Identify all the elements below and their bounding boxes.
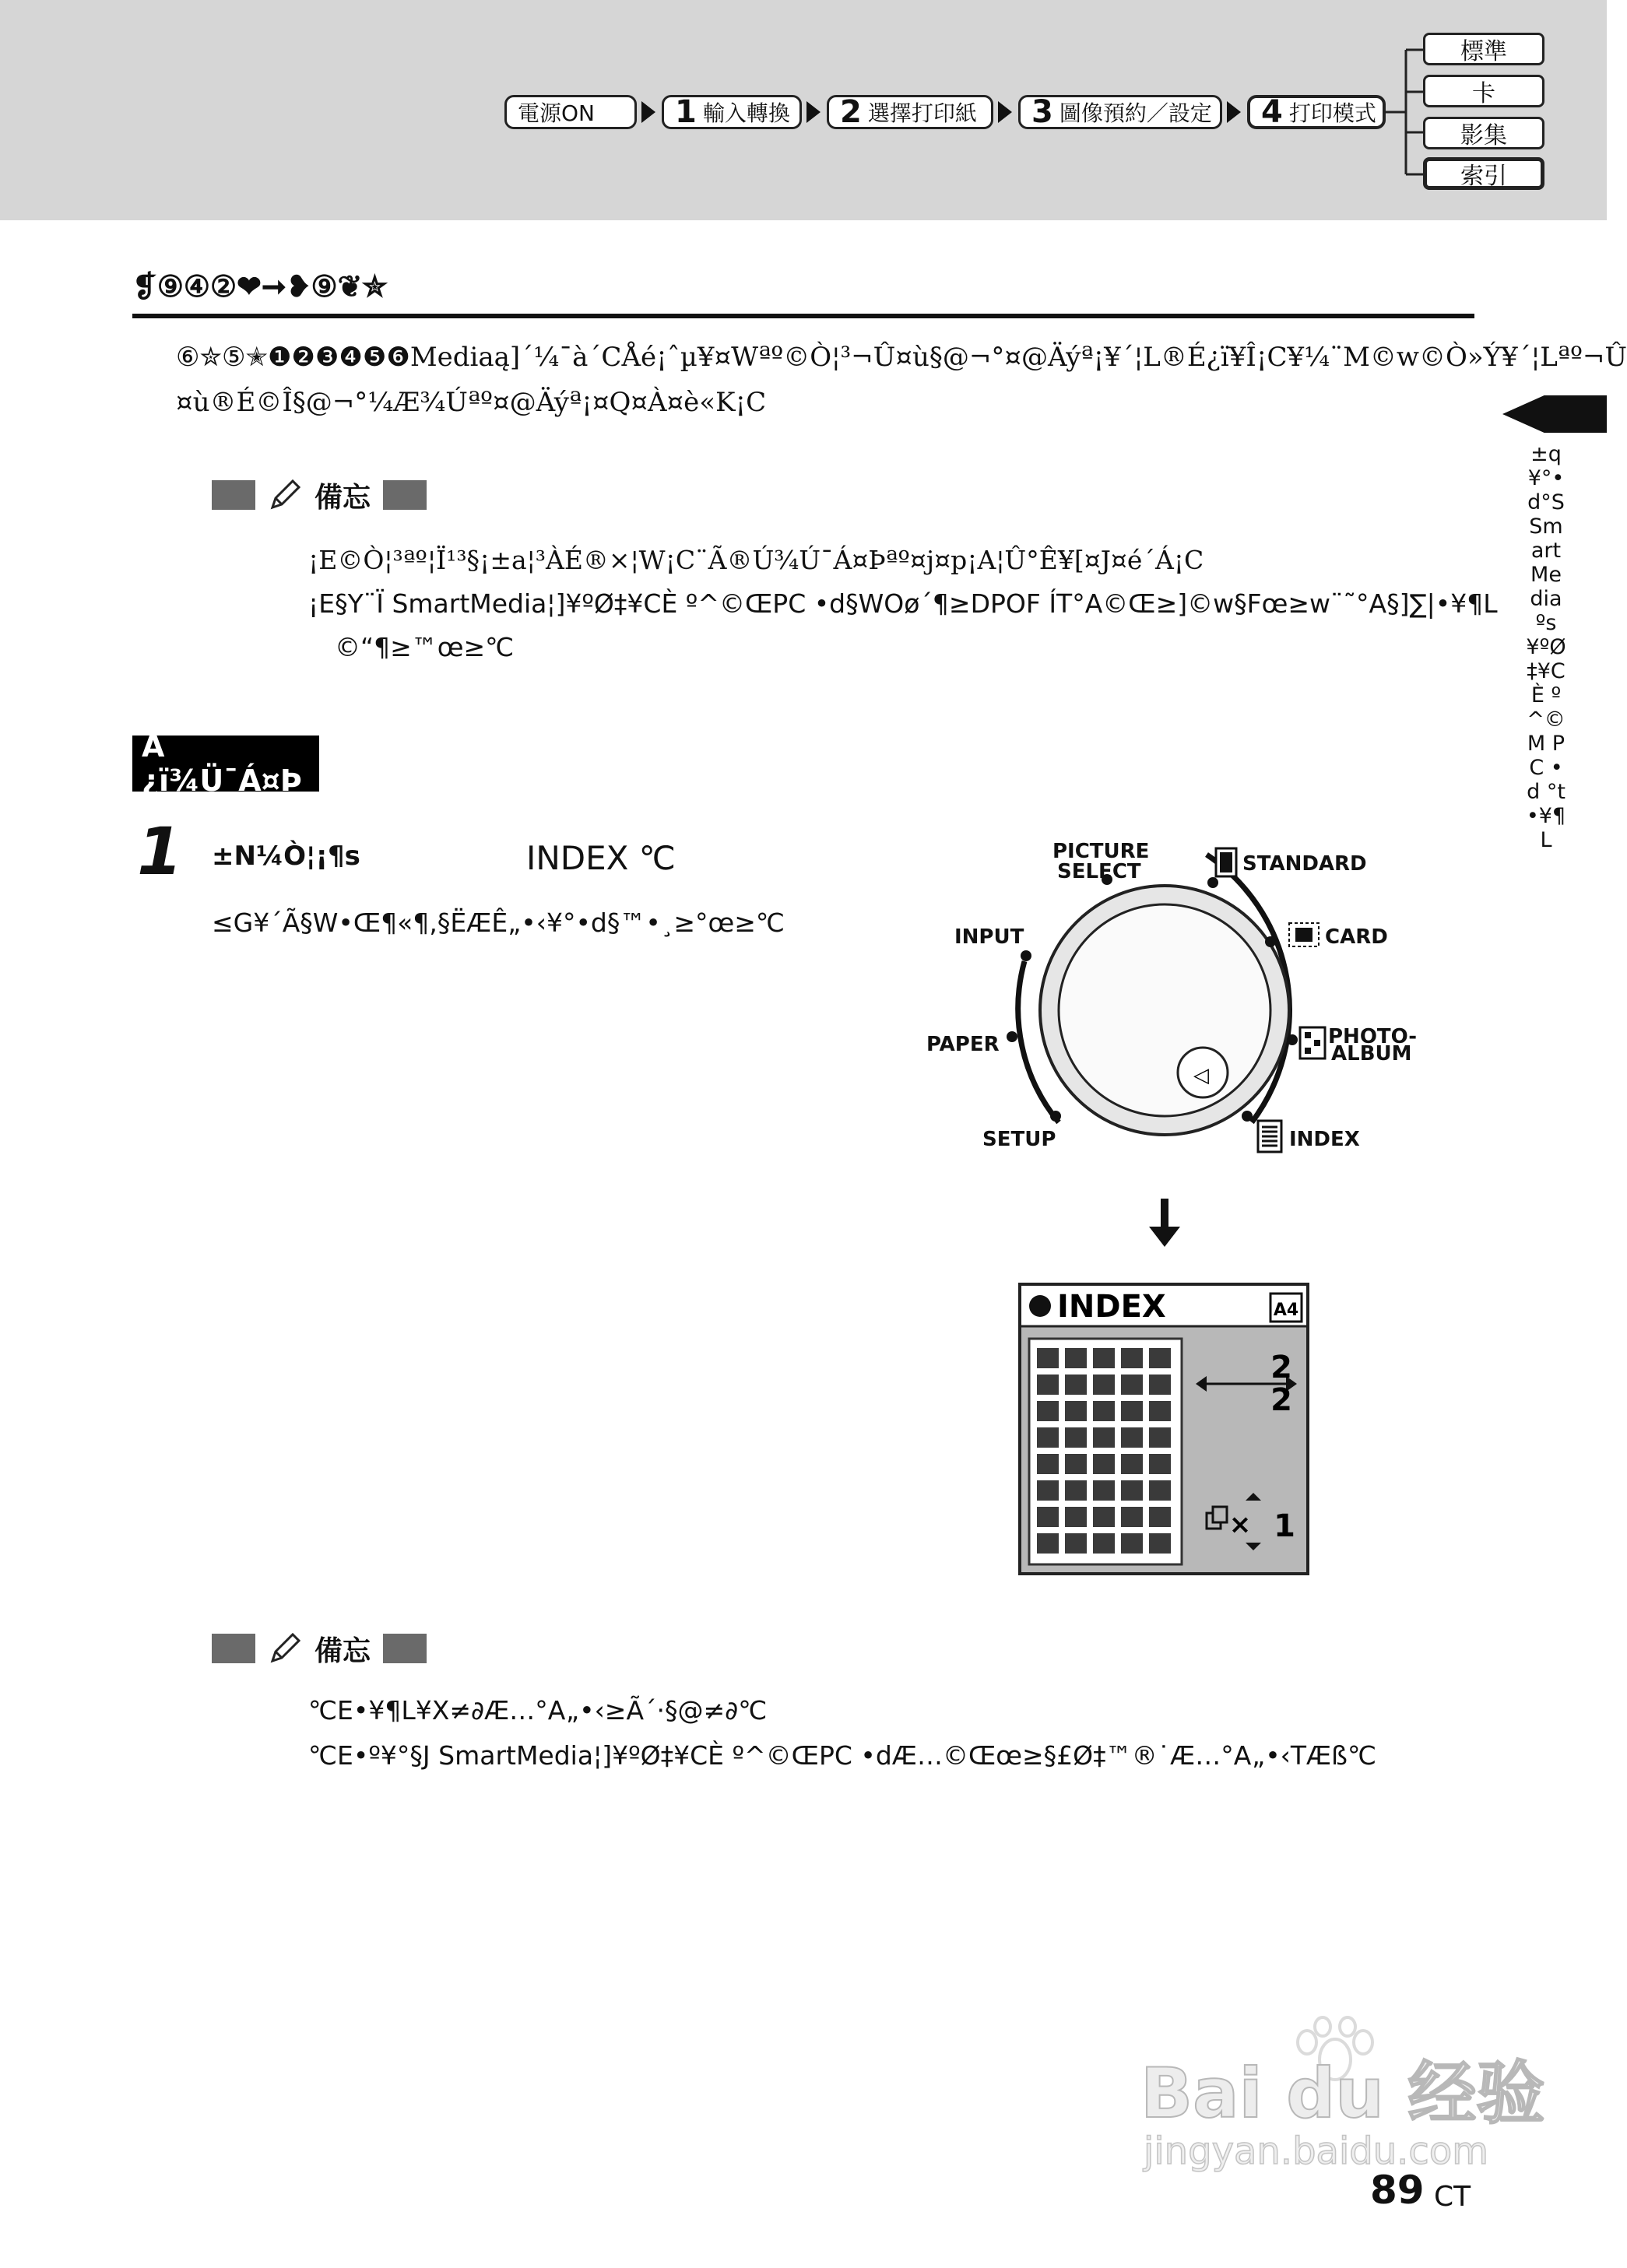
thumbnail-cell [1065,1480,1087,1501]
label-album: ALBUM [1331,1042,1412,1066]
subheading-text: A ¿ï¾Ü¯Á¤Þ [142,729,302,798]
thumbnail-cell [1093,1374,1115,1395]
label-index: INDEX [1289,1128,1360,1151]
mode-album[interactable] [1423,117,1544,149]
watermark-brand: Bai du 经验 [1140,2053,1545,2133]
step-number: 1 [137,813,183,890]
mode-label: 索引 [1460,163,1507,190]
thumbnail-cell [1093,1427,1115,1448]
thumbnail-cell [1065,1507,1087,1527]
thumbnail-cell [1037,1374,1059,1395]
thumbnail-cell [1037,1507,1059,1527]
breadcrumb-label: 選擇打印紙 [867,100,977,126]
arrow-right-icon [806,101,821,123]
thumbnail-cell [1093,1507,1115,1527]
label-standard: STANDARD [1242,852,1367,876]
thumbnail-cell [1065,1401,1087,1421]
intro-line-2: ¤ù®É©Î§@¬°¼Æ¾Úªº¤@Äýª¡¤Q¤À¤è«K¡C [176,387,767,418]
dot-photo [1287,1034,1298,1045]
lcd-title: INDEX [1057,1289,1166,1325]
memo-bar [212,1634,255,1663]
pencil-icon [268,478,302,512]
dot-input [1021,950,1031,961]
thumbnail-cell [1037,1401,1059,1421]
label-photo: PHOTO- [1328,1025,1418,1048]
label-picture: PICTURE [1052,840,1150,863]
thumbnail-cell [1149,1454,1171,1474]
title-rule [132,314,1474,318]
memo1-line-3: ©“¶≥™œ≥℃ [335,632,515,662]
memo-label: 備忘 [315,1634,371,1667]
memo-header [212,478,427,512]
intro-line-1: ⑥✮⑤✭❶❷❸❹❺❻Mediaą]´¼¯à´CÅé¡ˆµ¥¤Wªº©Ò¦³¬Û¤ù§@¬°¤@Äýª¡¥´¦L®É¿ï¥Î¡C¥¼¨M©w©Ò»Ý¥´¦Lªº¬Û [176,342,1627,373]
label-input: INPUT [954,925,1024,949]
mode-card[interactable] [1423,75,1544,107]
breadcrumb-step-4[interactable] [1247,95,1386,129]
thumbnail-cell [1037,1533,1059,1554]
section-title: ❡⑨④②❤➞❥⑨❦✮ [132,269,388,304]
breadcrumb-label: 輸入轉換 [702,100,790,126]
baidu-watermark [1133,2016,1545,2173]
watermark-url: jingyan.baidu.com [1144,2129,1488,2173]
copies-multiplier: × [1228,1509,1252,1540]
mode-label: 卡 [1472,80,1495,107]
card-icon [1289,923,1319,946]
dot-card [1265,936,1276,947]
thumbnail-cell [1121,1533,1143,1554]
lcd-paper: A4 [1273,1301,1299,1320]
thumbnail-cell [1065,1348,1087,1368]
dot-standard [1207,877,1218,888]
dot-index [1242,1111,1253,1122]
memo1-line-2: ¡E§Y¨Ï SmartMedia¦]¥ºØ‡¥CÈ º^©ŒPC •d§WOø´¶≥DPOF ÍT°A©Œ≥]©w§Fœ≥w¨˜°A§]∑|•¥¶L [308,588,1498,619]
step-number: 2 [840,94,862,130]
thumbnail-cell [1149,1507,1171,1527]
step-number: 1 [675,94,697,130]
subheading [132,729,319,798]
page-total: 2 [1270,1382,1292,1418]
header-band [0,0,1607,220]
dot-setup [1050,1111,1061,1122]
mode-standard[interactable] [1423,33,1544,65]
step-number: 4 [1261,94,1283,130]
mode-connector-lines [1386,31,1425,195]
page-current: 2 [1270,1350,1292,1385]
thumbnail-cell [1121,1507,1143,1527]
thumbnail-cell [1149,1427,1171,1448]
thumbnail-cell [1093,1454,1115,1474]
thumbnail-cell [1149,1348,1171,1368]
memo2-line-1: ℃E•¥¶L¥X≠∂Æ…°A„•‹≥Ã´·§@≠∂℃ [308,1695,768,1726]
page-number: 89 [1370,2168,1425,2213]
index-icon [1258,1121,1281,1152]
copies-count: 1 [1274,1508,1295,1544]
mode-label: 影集 [1460,122,1507,149]
thumbnail-cell [1093,1480,1115,1501]
thumbnail-cell [1037,1480,1059,1501]
thumbnail-cell [1149,1533,1171,1554]
step-number: 3 [1031,94,1053,130]
arrow-right-icon [998,101,1012,123]
page-suffix: CT [1434,2181,1471,2213]
breadcrumb-step-2[interactable] [827,95,993,129]
mode-dial-illustration [895,825,1418,1167]
thumbnail-cell [1093,1401,1115,1421]
thumbnail-cell [1093,1348,1115,1368]
breadcrumb-label: 打印模式 [1288,100,1376,126]
label-card: CARD [1325,925,1388,949]
thumbnail-cell [1065,1533,1087,1554]
thumbnail-cell [1065,1427,1087,1448]
dot-paper [1007,1031,1017,1042]
memo-bar [383,480,427,510]
knob-symbol: ◁ [1193,1064,1209,1087]
thumbnail-cell [1093,1533,1115,1554]
arrow-right-icon [641,101,655,123]
memo-label: 備忘 [315,481,371,514]
memo-bar [383,1634,427,1663]
standard-icon [1216,848,1236,876]
breadcrumb-step-3[interactable] [1018,95,1222,129]
thumbnail-cell [1037,1348,1059,1368]
thumbnail-cell [1121,1454,1143,1474]
thumbnail-cell [1065,1454,1087,1474]
thumbnail-cell [1037,1427,1059,1448]
thumbnail-cell [1121,1348,1143,1368]
down-arrow-icon [1146,1195,1183,1250]
step-instruction: ±N¼Ò¦¡¶s [212,841,360,872]
mode-index[interactable] [1423,157,1544,190]
lcd-screen [1012,1276,1316,1582]
thumbnail-cell [1121,1401,1143,1421]
photo-album-icon [1300,1027,1325,1059]
index-page-preview [1029,1339,1182,1564]
thumbnail-cell [1121,1374,1143,1395]
breadcrumb-label: 圖像預約／設定 [1059,100,1212,126]
breadcrumb-label: 電源ON [518,100,595,126]
label-paper: PAPER [926,1033,1000,1056]
memo-bar [212,480,255,510]
thumbnail-cell [1149,1374,1171,1395]
mode-label: 標準 [1460,38,1507,65]
breadcrumb-step-1[interactable] [662,95,802,129]
thumbnail-cell [1065,1374,1087,1395]
label-setup: SETUP [982,1128,1056,1151]
breadcrumb-power-on[interactable] [504,95,637,129]
memo1-line-1: ¡E©Ò¦³ªº¦Ï¹³§¡±a¦³ÀÉ®×¦W¡C¨Ã®Ú¾Ú¯Á¤Þªº¤j¤p¡A¦Û°Ê¥[¤J¤é´Á¡C [308,545,1204,575]
step-description: ≤G¥´Ã§W•Œ¶«¶,§ËÆÊ„•‹¥°•d§™•¸≥°œ≥℃ [212,908,785,938]
thumbnail-cell [1149,1480,1171,1501]
lcd-title-dot [1029,1295,1051,1317]
label-select: SELECT [1057,860,1141,883]
dial-face[interactable] [1059,904,1270,1116]
thumbnail-cell [1121,1427,1143,1448]
chapter-tab [1502,395,1607,433]
arrow-right-icon [1227,101,1241,123]
chapter-tab-text: ±q¥°•d°SSmart Media ºs¥ºØ‡¥CÈ º^©M PC •d °t•¥¶L [1526,442,1566,852]
memo2-line-2: ℃E•º¥°§J SmartMedia¦]¥ºØ‡¥CÈ º^©ŒPC •dÆ…©Œœ≥§£Ø‡™®˙Æ…°A„•‹TÆß℃ [308,1740,1377,1771]
step-index-label: INDEX ℃ [526,839,676,877]
thumbnail-cell [1149,1401,1171,1421]
thumbnail-cell [1037,1454,1059,1474]
thumbnail-cell [1121,1480,1143,1501]
pencil-icon [268,1631,302,1666]
memo-header [212,1631,427,1666]
